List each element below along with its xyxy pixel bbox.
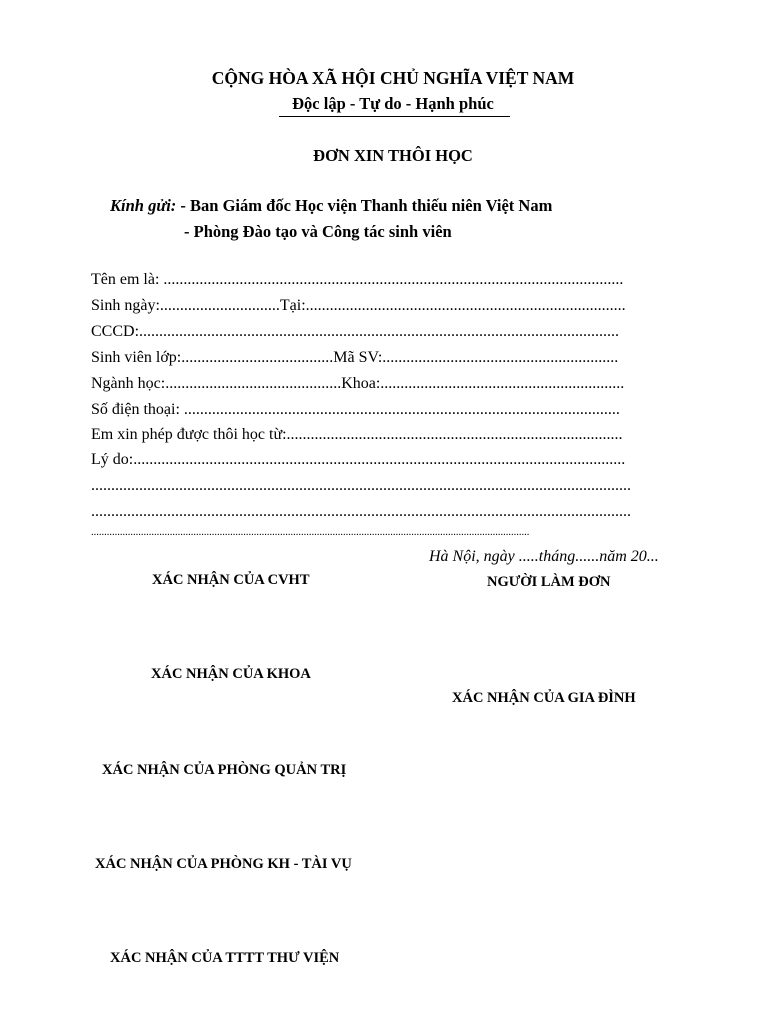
field-leave-from[interactable]: Em xin phép được thôi học từ:.................................................................................... — [91, 426, 623, 443]
field-cccd[interactable]: CCCD:........................................................................................................................ — [91, 323, 620, 340]
field-major-faculty[interactable]: Ngành học:............................................Khoa:............................................................. — [91, 375, 625, 392]
sign-finance: XÁC NHẬN CỦA PHÒNG KH - TÀI VỤ — [95, 856, 352, 872]
sign-cvht: XÁC NHẬN CỦA CVHT — [152, 572, 310, 588]
field-phone[interactable]: Số điện thoại: ............................................................................................................. — [91, 401, 620, 418]
recipient-line-1 — [110, 196, 552, 216]
recipient-prefix: Kính gửi: — [110, 196, 177, 215]
place-date: Hà Nội, ngày .....tháng......năm 20... — [429, 548, 659, 565]
field-class-id[interactable]: Sinh viên lớp:......................................Mã SV:........................................................... — [91, 349, 619, 366]
sign-family: XÁC NHẬN CỦA GIA ĐÌNH — [452, 690, 636, 706]
field-birth[interactable]: Sinh ngày:..............................Tại:................................................................................ — [91, 297, 626, 314]
sign-library: XÁC NHẬN CỦA TTTT THƯ VIỆN — [110, 950, 340, 966]
field-name[interactable]: Tên em là: ................................................................................................................... — [91, 271, 624, 288]
field-blank-2[interactable]: ....................................................................................................................................... — [91, 503, 631, 520]
field-reason[interactable]: Lý do:........................................................................................................................... — [91, 451, 626, 468]
country-header: CỘNG HÒA XÃ HỘI CHỦ NGHĨA VIỆT NAM — [211, 68, 575, 88]
sign-faculty: XÁC NHẬN CỦA KHOA — [151, 666, 311, 682]
recipient-first: - Ban Giám đốc Học viện Thanh thiếu niên Việt Nam — [176, 196, 553, 215]
field-blank-3[interactable]: ....................................................................................................................................................................... — [91, 527, 530, 538]
recipient-line-2: - Phòng Đào tạo và Công tác sinh viên — [184, 222, 452, 241]
sign-admin: XÁC NHẬN CỦA PHÒNG QUẢN TRỊ — [102, 762, 347, 778]
sign-applicant: NGƯỜI LÀM ĐƠN — [487, 574, 611, 590]
motto-header: Độc lập - Tự do - Hạnh phúc — [292, 94, 494, 113]
motto-underline — [279, 116, 510, 117]
field-blank-1[interactable]: ....................................................................................................................................... — [91, 477, 631, 494]
document-title: ĐƠN XIN THÔI HỌC — [313, 146, 473, 165]
